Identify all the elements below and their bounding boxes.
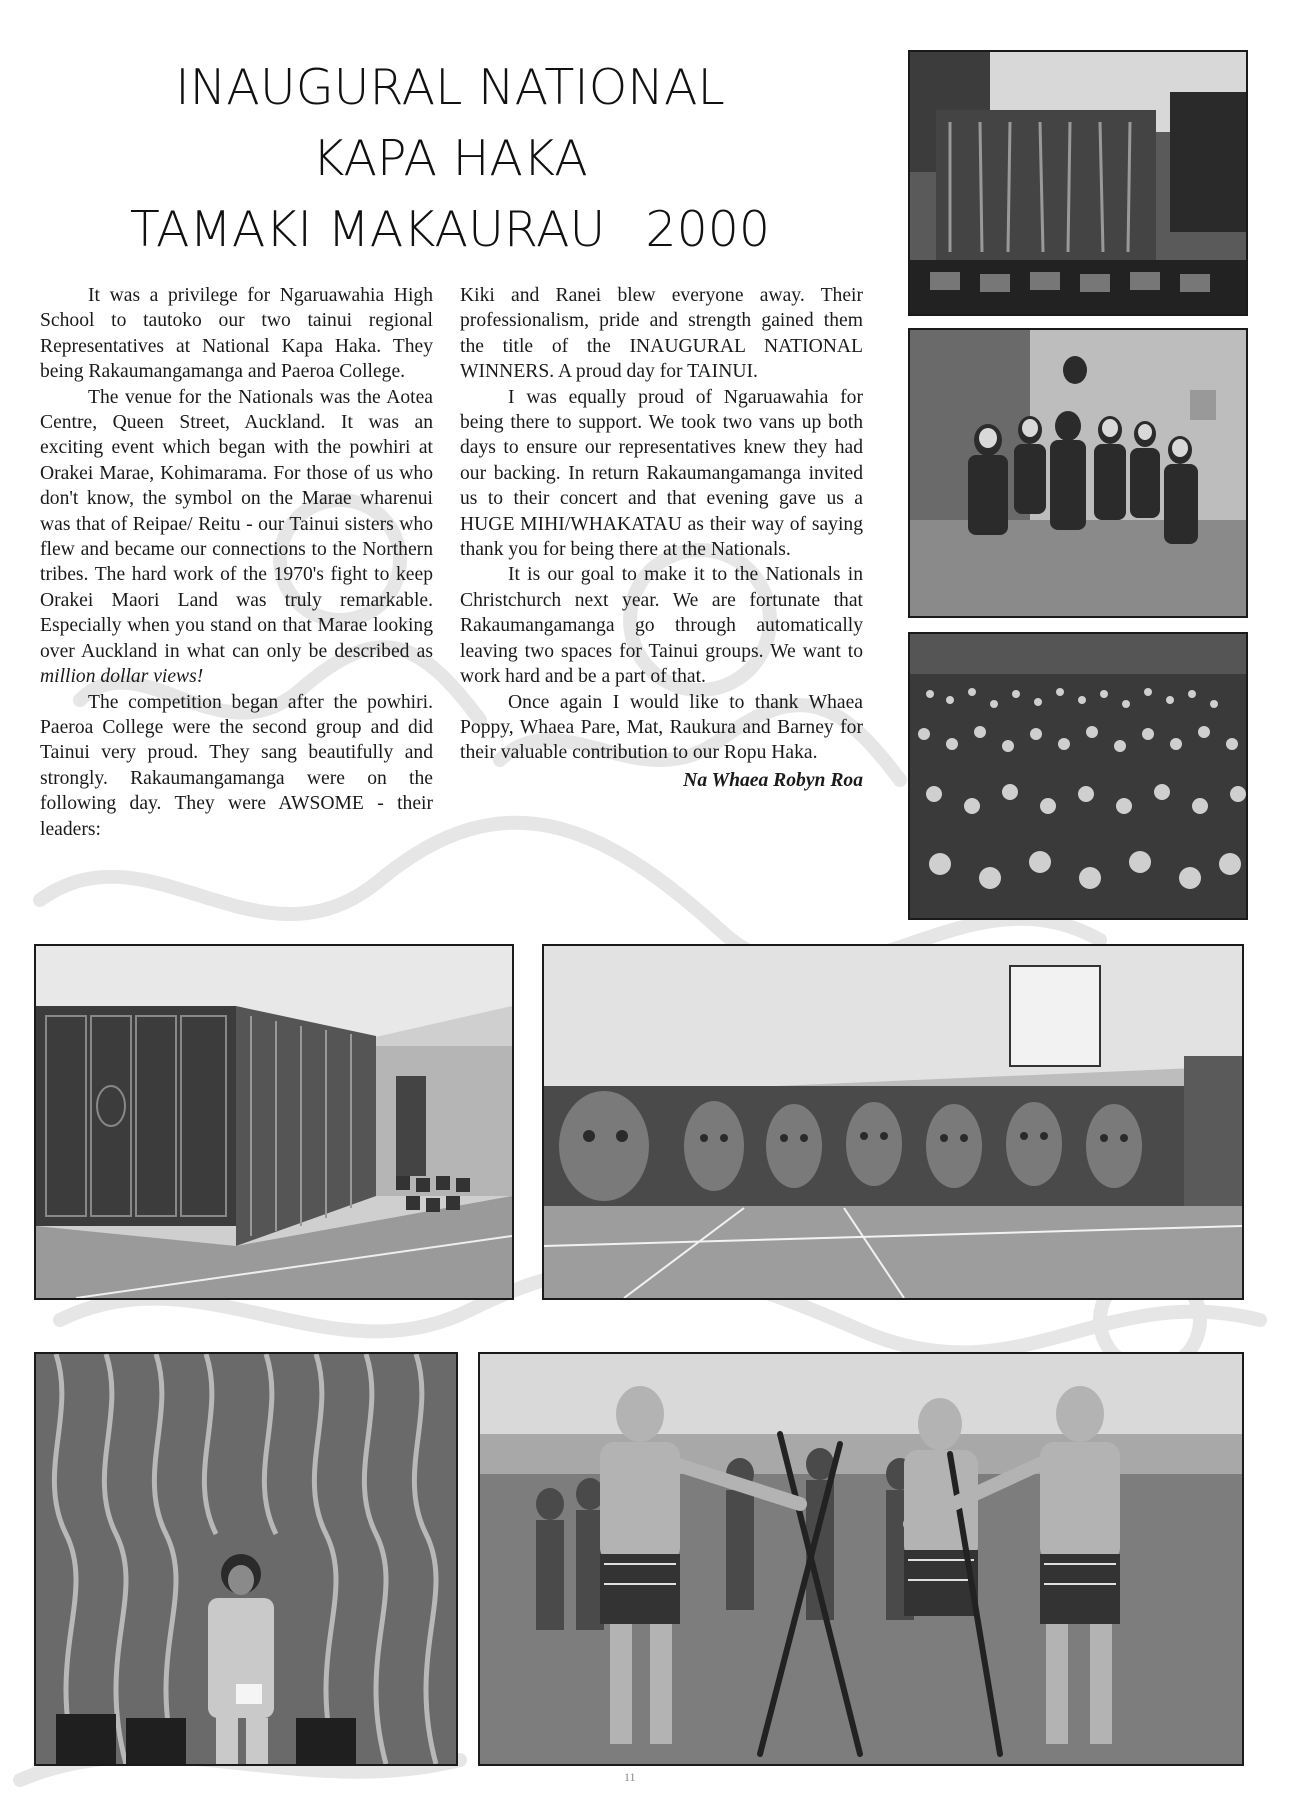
paragraph: I was equally proud of Ngaruawahia for being there to support. We took two vans up both days to ensure our representatives knew they had our backing. In return Rakaumangamanga invited us to their concert and that evening gave us a HUGE MIHI/WHAKATAU as their way of saying thank you for being there at the Nationals. bbox=[460, 386, 863, 561]
paragraph: Kiki and Ranei blew everyone away. Their professionalism, pride and strength gained them the title of the INAUGURAL NATIONAL WINNERS. A proud day for TAINUI. bbox=[460, 285, 863, 383]
photo-woman-woven-panel bbox=[34, 1352, 458, 1766]
article-column-2 bbox=[460, 283, 863, 793]
page-number: 11 bbox=[624, 1770, 636, 1784]
photo-carved-wall-faces bbox=[542, 944, 1244, 1300]
article-title bbox=[40, 52, 860, 265]
photo-haka-performers bbox=[478, 1352, 1244, 1766]
photo-group-seated bbox=[908, 328, 1248, 618]
emphasis-text: million dollar views! bbox=[40, 666, 204, 688]
paragraph-text: The venue for the Nationals was the Aotea Centre, Queen Street, Auckland. It was an exciting event which began with the powhiri at Orakei Marae, Kohimarama. For those of us who don't know, the symbol on the Marae wharenui was that of Reipae/ Reitu - our Tainui sisters who flew and became our connections to the Northern tribes. The hard work of the 1970's fight to keep Orakei Maori Land was truly remarkable. Especially when you stand on that Marae looking over Auckland in what can only be described as bbox=[40, 386, 433, 662]
title-line-1: INAUGURAL NATIONAL bbox=[175, 59, 725, 116]
author-signature: Na Whaea Robyn Roa bbox=[683, 769, 863, 791]
photo-crowd-audience bbox=[908, 632, 1248, 920]
article-column-1 bbox=[40, 283, 433, 842]
paragraph: It was a privilege for Ngaruawahia High School to tautoko our two tainui regional Representatives at National Kapa Haka. They being Rakaumangamanga and Paeroa College. bbox=[40, 285, 433, 383]
paragraph: The competition began after the powhiri. Paeroa College were the second group and did Tainui very proud. They sang beautifully and strongly. Rakaumangamanga were on the following day. They were AWSOME - their leaders: bbox=[40, 691, 433, 840]
photo-hall-carvings bbox=[34, 944, 514, 1300]
paragraph: It is our goal to make it to the Nationals in Christchurch next year. We are fortunate that Rakaumangamanga go through automatically leaving two spaces for Tainui groups. We want to work hard and be a part of that. bbox=[460, 564, 863, 688]
photo-stage-backdrop bbox=[908, 50, 1248, 316]
title-place: TAMAKI MAKAURAU bbox=[129, 201, 606, 258]
title-year: 2000 bbox=[645, 201, 771, 258]
title-line-3 bbox=[40, 194, 860, 265]
paragraph: Once again I would like to thank Whaea Poppy, Whaea Pare, Mat, Raukura and Barney for their valuable contribution to our Ropu Haka. bbox=[460, 691, 863, 764]
title-line-2: KAPA HAKA bbox=[312, 130, 588, 187]
paragraph bbox=[40, 385, 433, 690]
